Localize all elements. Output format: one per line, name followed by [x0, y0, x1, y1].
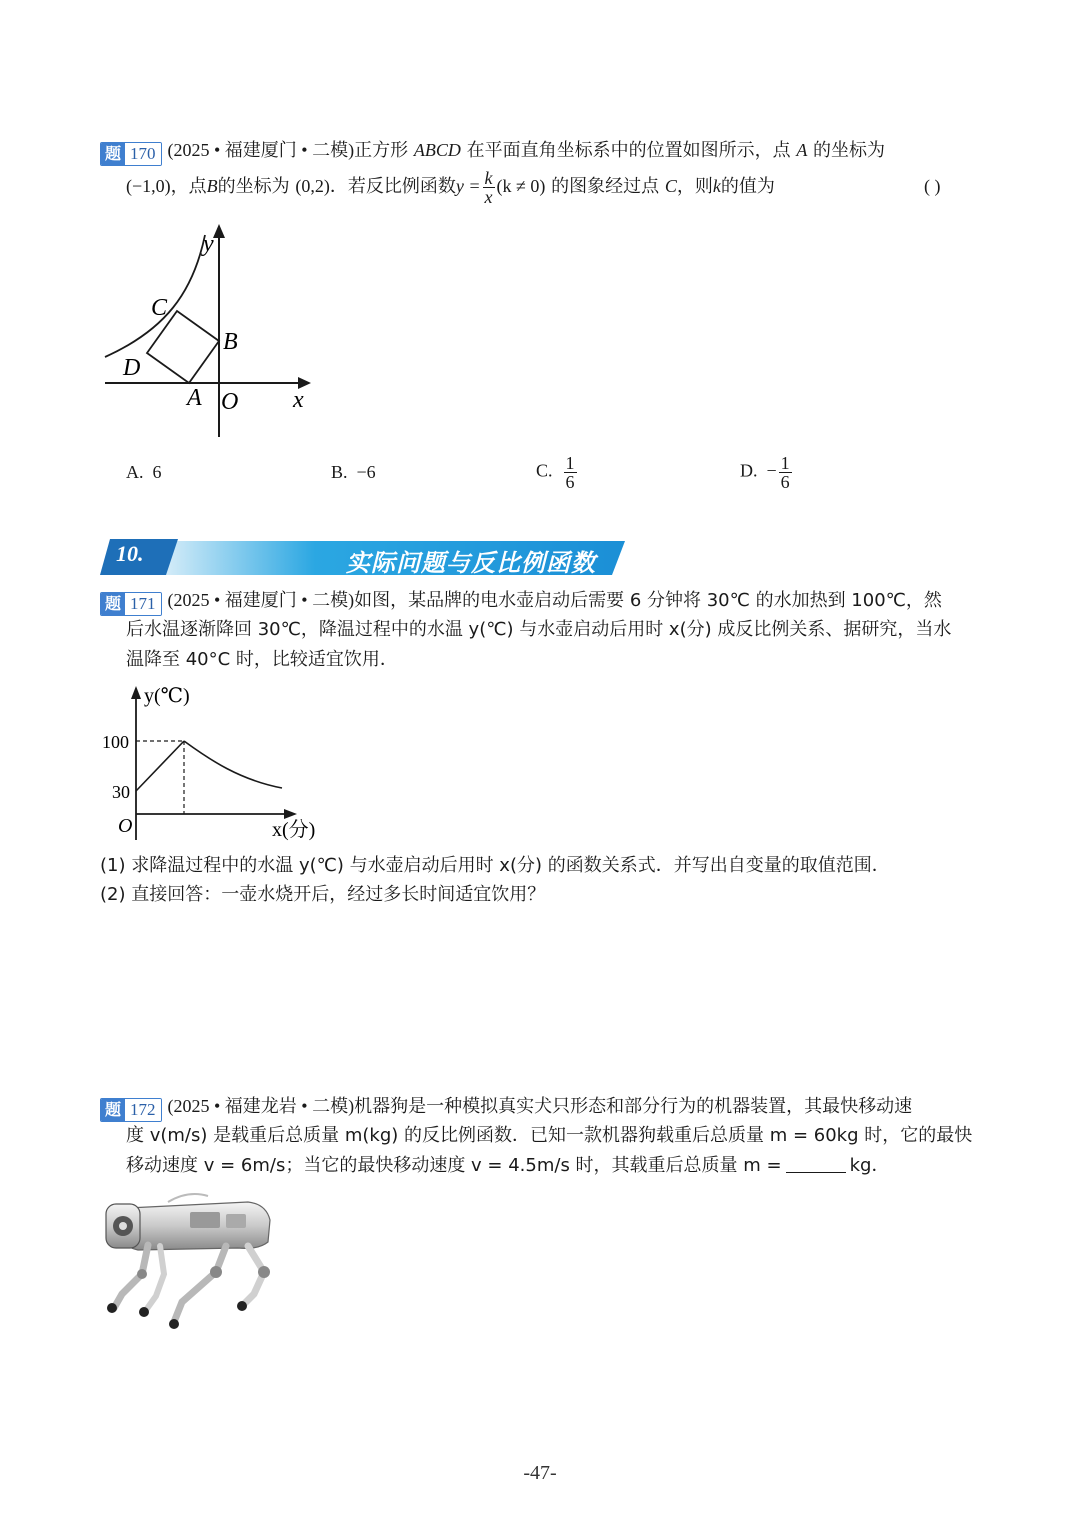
q171-part-2: (2) 直接回答：一壶水烧开后，经过多长时间适宜饮用？: [100, 884, 546, 905]
heating-line: [136, 741, 184, 791]
graph-origin: O: [118, 815, 133, 837]
y-axis-arrow: [213, 224, 225, 238]
graph-x-label: x(分): [272, 819, 316, 841]
section-title: 实际问题与反比例函数: [346, 549, 596, 577]
tick-100: 100: [102, 732, 129, 752]
q171-line-1: 题 171 (2025 • 福建厦门 • 二模)如图，某品牌的电水壶启动后需要 6 分钟将 30℃ 的水加热到 100℃，然: [100, 587, 942, 616]
q172-line-3: 移动速度 v = 6m/s；当它的最快移动速度 v = 4.5m/s 时，其载重后总质量 m = kg．: [126, 1155, 890, 1176]
q171-line-2: 后水温逐渐降回 30℃，降温过程中的水温 y(℃) 与水壶启动后用时 x(分) 成反比例关系、据研究，当水: [126, 619, 952, 640]
section-banner: [100, 537, 625, 577]
q170-line-1: 题 170 (2025 • 福建厦门 • 二模)正方形 ABCD 在平面直角坐标系中的位置如图所示，点 A 的坐标为: [100, 137, 885, 166]
option-c: C. $\frac{1}{6}$: [536, 453, 575, 492]
label-y: y: [203, 231, 214, 257]
q171-graph: [100, 680, 340, 845]
label-c: C: [151, 295, 168, 321]
option-b: B. −6: [331, 462, 376, 482]
q172-line-1: 题 172 (2025 • 福建龙岩 • 二模)机器狗是一种模拟真实犬只形态和部分行为的机器装置，其最快移动速: [100, 1093, 912, 1122]
square-abcd: [147, 311, 219, 383]
answer-paren: ( ): [924, 176, 941, 196]
question-badge: 题 170: [100, 142, 162, 166]
label-b: B: [223, 329, 238, 355]
tick-30: 30: [112, 782, 130, 802]
q172-line-2: 度 v(m/s) 是载重后总质量 m(kg) 的反比例函数．已知一款机器狗载重后总质量 m = 60kg 时，它的最快: [126, 1125, 973, 1146]
label-a: A: [187, 385, 202, 411]
option-a: A. 6: [126, 462, 162, 482]
section-number: 10.: [116, 541, 144, 566]
graph-y-label: y(℃): [144, 685, 190, 707]
fraction-k-over-x: $\frac{k}{x}$: [484, 167, 493, 207]
cooling-curve: [184, 741, 282, 788]
q170-figure: [95, 215, 335, 445]
question-badge: 题 172: [100, 1098, 162, 1122]
option-d: D. − $\frac{1}{6}$: [740, 453, 790, 492]
y-axis-arrow: [131, 686, 141, 699]
label-x: x: [293, 387, 304, 413]
page-number: -47-: [523, 1462, 557, 1484]
label-o: O: [221, 389, 239, 415]
q170-line-2: (−1,0)，点B的坐标为 (0,2)．若反比例函数y = $\frac{k}{x}$ (k ≠ 0) 的图象经过点 C，则k的值为: [126, 167, 775, 207]
q171-line-3: 温降至 40°C 时，比较适宜饮用．: [126, 649, 398, 670]
q171-part-1: (1) 求降温过程中的水温 y(℃) 与水壶启动后用时 x(分) 的函数关系式．并写出自变量的取值范围．: [100, 855, 890, 876]
question-badge: 题 171: [100, 592, 162, 616]
label-d: D: [123, 355, 141, 381]
q170-source: (2025 • 福建厦门 • 二模): [167, 140, 355, 160]
robot-dog-image: [98, 1190, 283, 1335]
x-axis-arrow: [284, 809, 297, 819]
answer-blank: [786, 1154, 846, 1173]
